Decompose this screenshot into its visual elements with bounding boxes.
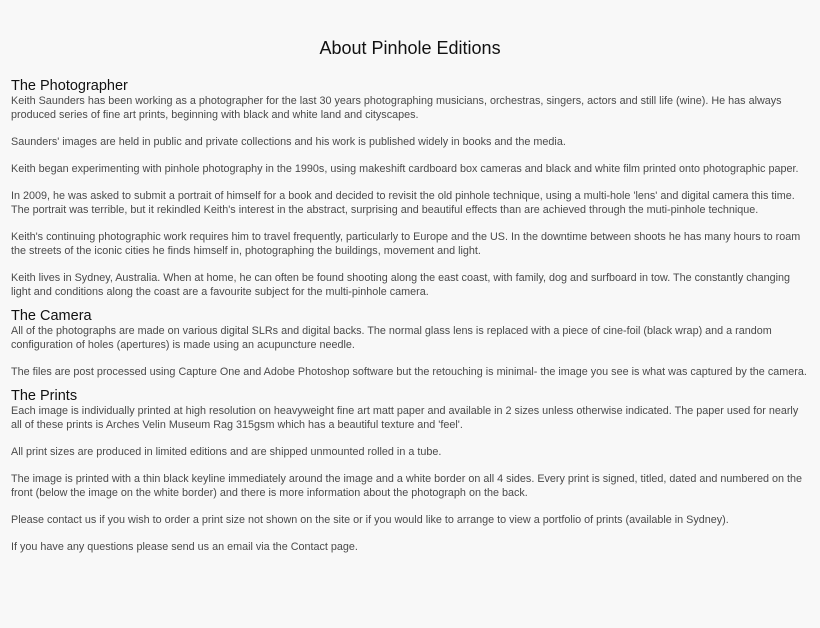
paragraph: In 2009, he was asked to submit a portrait of himself for a book and decided to revisit the old pinhole technique, using a multi-hole 'lens' and digital camera this time. The portrait was terrible, but it rekindled Keith's interest in the abstract, surprising and beautiful effects than are achieved through the muti-pinhole technique. [11, 190, 795, 216]
paragraph: Each image is individually printed at high resolution on heavyweight fine art matt paper and available in 2 sizes unless otherwise indicated. The paper used for nearly all of these prints is Arches Velin Museum Rag 315gsm which has a beautiful texture and 'feel'. [11, 405, 799, 431]
page-title: About Pinhole Editions [319, 38, 501, 58]
paragraph: All print sizes are produced in limited editions and are shipped unmounted rolled in a tube. [11, 446, 442, 458]
paragraph: Keith's continuing photographic work requires him to travel frequently, particularly to Europe and the US. In the downtime between shoots he has many hours to roam the streets of the iconic cities he finds himself in, photographing the buildings, movement and light. [11, 231, 801, 257]
section-photographer [11, 78, 811, 299]
paragraph: The image is printed with a thin black keyline immediately around the image and a white border on all 4 sides. Every print is signed, titled, dated and numbered on the front (below the image on the white border) and there is more information about the photograph on the back. [11, 473, 803, 499]
content [11, 78, 811, 563]
paragraph: Keith Saunders has been working as a photographer for the last 30 years photographing musicians, orchestras, singers, actors and still life (wine). He has always produced series of fine art prints, beginning with black and white land and cityscapes. [11, 95, 782, 121]
paragraph: The files are post processed using Capture One and Adobe Photoshop software but the retouching is minimal- the image you see is what was captured by the camera. [11, 366, 807, 378]
paragraph: Saunders' images are held in public and private collections and his work is published widely in books and the media. [11, 136, 566, 148]
paragraph: Please contact us if you wish to order a print size not shown on the site or if you would like to arrange to view a portfolio of prints (available in Sydney). [11, 514, 729, 526]
section-heading-camera: The Camera [11, 308, 92, 324]
section-heading-photographer: The Photographer [11, 78, 128, 94]
section-prints [11, 388, 811, 554]
section-heading-prints: The Prints [11, 388, 78, 404]
paragraph: Keith lives in Sydney, Australia. When at home, he can often be found shooting along the east coast, with family, dog and surfboard in tow. The constantly changing light and conditions along the coast are a favourite subject for the multi-pinhole camera. [11, 272, 791, 298]
paragraph: Keith began experimenting with pinhole photography in the 1990s, using makeshift cardboard box cameras and black and white film printed onto photographic paper. [11, 163, 799, 175]
paragraph: All of the photographs are made on various digital SLRs and digital backs. The normal glass lens is replaced with a piece of cine-foil (black wrap) and a random configuration of holes (apertures) is made using an acupuncture needle. [11, 325, 772, 351]
paragraph: If you have any questions please send us an email via the Contact page. [11, 541, 358, 553]
section-camera [11, 308, 811, 379]
